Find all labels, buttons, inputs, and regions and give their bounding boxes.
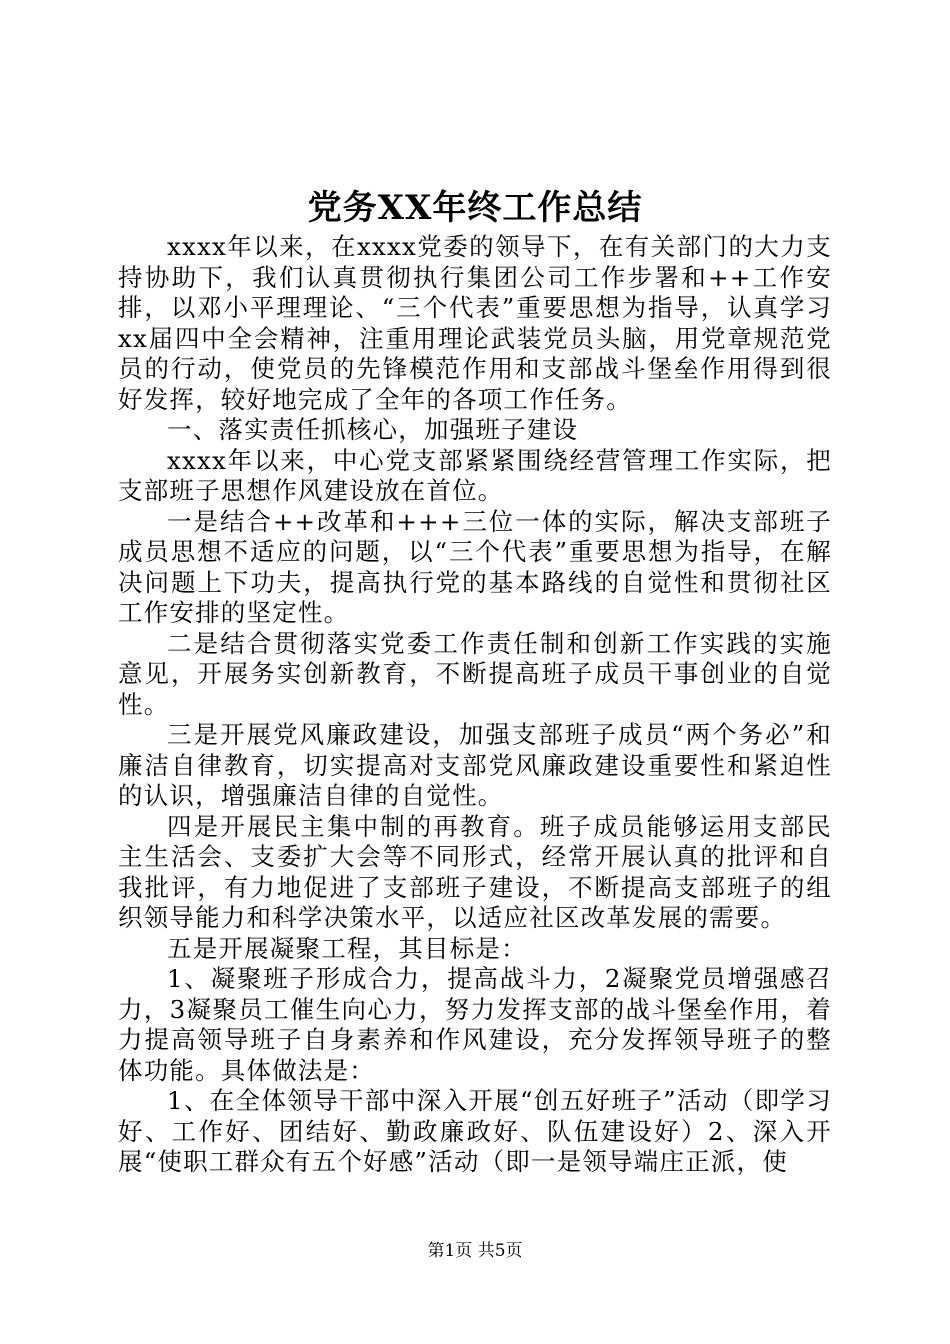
paragraph: 五是开展凝聚工程，其目标是： [167,933,527,963]
document-title: 党务XX年终工作总结 [307,188,643,228]
paragraph: 二是结合贯彻落实党委工作责任制和创新工作实践的实施意见，开展务实创新教育，不断提高班子成员干事创业的自觉性。 [118,628,832,719]
paragraph-intro: xxxx年以来，在xxxx党委的领导下，在有关部门的大力支持协助下，我们认真贯彻执行集团公司工作步署和++工作安排，以邓小平理理论、“三个代表”重要思想为指导，认真学习xx届四中全会精神，注重用理论武装党员头脑，用党章规范党员的行动，使党员的先锋模范作用和支部战斗堡垒作用得到很好发挥，较好地完成了全年的各项工作任务。 [118,232,832,414]
paragraph: 四是开展民主集中制的再教育。班子成员能够运用支部民主生活会、支委扩大会等不同形式，经常开展认真的批评和自我批评，有力地促进了支部班子建设，不断提高支部班子的组织领导能力和科学决策水平，以适应社区改革发展的需要。 [118,811,832,932]
paragraph: xxxx年以来，中心党支部紧紧围绕经营管理工作实际，把支部班子思想作风建设放在首位。 [118,445,832,505]
paragraph: 三是开展党风廉政建设，加强支部班子成员“两个务必”和廉洁自律教育，切实提高对支部党风廉政建设重要性和紧迫性的认识，增强廉洁自律的自觉性。 [118,720,832,810]
page-footer: 第1页 共5页 [427,1241,523,1261]
paragraph: 一是结合++改革和+++三位一体的实际，解决支部班子成员思想不适应的问题，以“三个代表”重要思想为指导，在解决问题上下功夫，提高执行党的基本路线的自觉性和贯彻社区工作安排的坚定性。 [118,506,832,627]
document-body [118,232,832,1178]
section-heading: 一、落实责任抓核心，加强班子建设 [167,415,579,444]
paragraph: 1、凝聚班子形成合力，提高战斗力，2凝聚党员增强感召力，3凝聚员工催生向心力，努力发挥支部的战斗堡垒作用，着力提高领导班子自身素养和作风建设，充分发挥领导班子的整体功能。具体做法是： [118,964,832,1085]
paragraph: 1、在全体领导干部中深入开展“创五好班子”活动（即学习好、工作好、团结好、勤政廉政好、队伍建设好）2、深入开展“使职工群众有五个好感”活动（即一是领导端庄正派，使 [118,1086,832,1176]
